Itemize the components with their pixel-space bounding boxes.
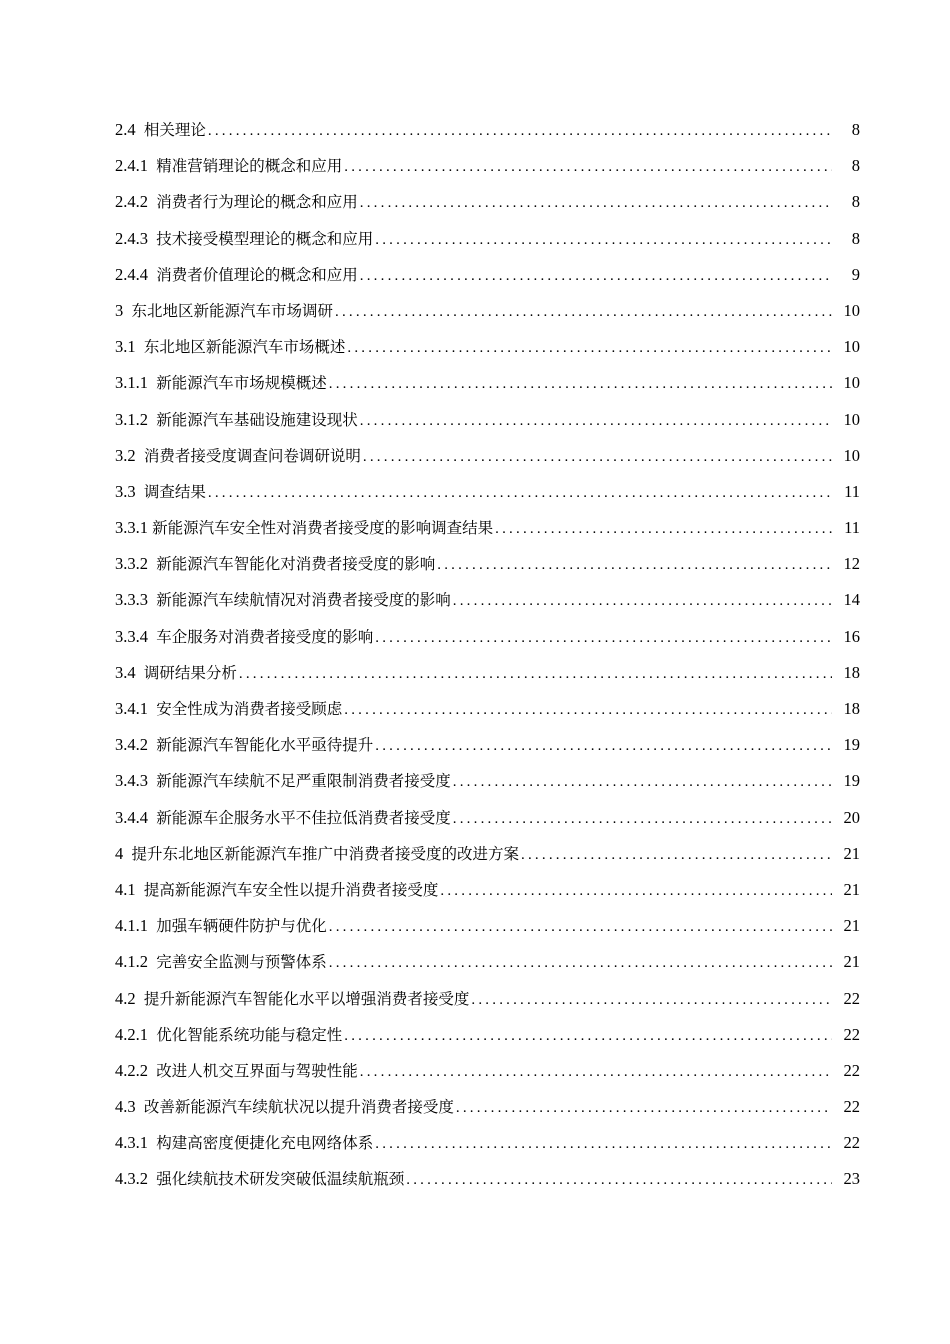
toc-entry[interactable] [115,878,860,914]
toc-dot-leader [239,662,832,686]
toc-entry-page-number: 22 [843,1060,860,1080]
toc-dot-leader [437,553,832,577]
toc-entry-page-number: 8 [851,120,860,139]
toc-entry-spacer [148,697,156,721]
toc-entry-spacer [148,950,156,974]
toc-entry-number: 4.3.1 [115,1133,148,1153]
toc-entry-spacer [148,914,156,938]
toc-entry[interactable] [115,190,860,226]
toc-dot-leader [208,481,832,505]
toc-entry-number: 4.1.2 [115,952,148,972]
toc-entry-spacer [123,842,131,866]
toc-entry-title: 改善新能源汽车续航状况以提升消费者接受度 [143,1098,454,1117]
toc-entry-spacer [148,625,156,649]
toc-entry[interactable] [115,154,860,190]
toc-entry-page-number: 22 [843,1097,860,1117]
toc-entry-title: 新能源汽车智能化水平亟待提升 [156,736,374,755]
toc-entry-number: 4.1.1 [115,916,148,936]
toc-entry[interactable] [115,1023,860,1059]
toc-dot-leader [360,191,832,215]
toc-entry-title: 改进人机交互界面与驾驶性能 [156,1061,358,1080]
toc-entry-page-number: 12 [843,554,860,574]
toc-entry-spacer [136,1095,144,1119]
toc-entry-title: 提高新能源汽车安全性以提升消费者接受度 [143,880,439,899]
toc-entry-title: 东北地区新能源汽车市场调研 [131,301,334,320]
toc-entry-page-number: 10 [843,373,860,393]
toc-entry[interactable] [115,408,860,444]
toc-entry-number: 3.4.3 [115,771,148,791]
toc-dot-leader [375,626,832,650]
toc-entry-spacer [148,1167,156,1191]
toc-entry-page-number: 8 [851,228,860,248]
toc-entry-page-number: 19 [843,735,860,755]
toc-dot-leader [360,1060,832,1084]
toc-entry-number: 4.3.2 [115,1169,148,1189]
toc-entry-page-number: 10 [843,445,860,465]
toc-entry-title: 优化智能系统功能与稳定性 [156,1025,343,1044]
toc-entry[interactable] [115,625,860,661]
toc-entry-number: 3.1.1 [115,373,148,393]
toc-entry-title: 新能源车企服务水平不佳拉低消费者接受度 [156,808,451,827]
toc-entry-spacer [136,118,144,142]
toc-entry-spacer [148,1131,156,1155]
toc-entry[interactable] [115,769,860,805]
toc-dot-leader [344,698,832,722]
toc-entry-title: 新能源汽车续航情况对消费者接受度的影响 [156,591,451,610]
toc-entry-page-number: 22 [843,1024,860,1044]
toc-entry-spacer [148,769,156,793]
toc-entry-page-number: 8 [851,192,860,212]
toc-entry-page-number: 11 [844,481,860,501]
toc-dot-leader [335,300,832,324]
toc-entry-page-number: 21 [843,879,860,899]
toc-dot-leader [363,445,832,469]
toc-entry[interactable] [115,335,860,371]
toc-entry[interactable] [115,299,860,335]
toc-entry[interactable] [115,227,860,263]
toc-entry-spacer [148,371,156,395]
toc-dot-leader [456,1096,832,1120]
toc-dot-leader [406,1168,832,1192]
toc-entry-page-number: 8 [851,156,860,176]
toc-entry-spacer [148,806,156,830]
toc-entry-number: 3.4.2 [115,735,148,755]
toc-entry-page-number: 14 [843,590,860,610]
toc-entry-title: 强化续航技术研发突破低温续航瓶颈 [156,1170,405,1189]
toc-entry-spacer [136,444,144,468]
toc-entry[interactable] [115,806,860,842]
toc-entry-number: 4.2 [115,988,136,1008]
toc-entry-number: 3.4.1 [115,699,148,718]
toc-entry-page-number: 19 [843,771,860,791]
toc-entry-title: 新能源汽车续航不足严重限制消费者接受度 [156,772,451,791]
toc-entry-spacer [148,263,156,287]
toc-entry-number: 3.3 [115,481,136,501]
toc-entry-number: 4.2.2 [115,1060,148,1080]
toc-entry[interactable] [115,733,860,769]
toc-entry-page-number: 22 [843,1133,860,1153]
toc-entry-number: 3.3.2 [115,554,148,574]
toc-entry-number: 2.4.1 [115,156,148,176]
toc-entry[interactable] [115,480,860,516]
table-of-contents [115,118,860,1204]
toc-dot-leader [453,807,832,831]
toc-entry-spacer [148,227,156,251]
toc-dot-leader [440,879,832,903]
toc-entry[interactable] [115,1059,860,1095]
toc-entry-page-number: 10 [843,337,860,357]
toc-entry-title: 消费者接受度调查问卷调研说明 [143,446,361,465]
toc-entry-spacer [123,299,131,323]
toc-entry-title: 安全性成为消费者接受顾虑 [156,700,343,718]
toc-entry-page-number: 21 [843,843,860,863]
toc-entry[interactable] [115,118,860,154]
toc-entry[interactable] [115,552,860,588]
toc-entry-number: 2.4.4 [115,264,148,284]
toc-entry-title: 构建高密度便捷化充电网络体系 [156,1134,374,1153]
toc-entry-number: 2.4.3 [115,228,148,248]
toc-dot-leader [208,119,832,143]
toc-entry-page-number: 11 [844,518,860,538]
toc-entry-page-number: 9 [851,264,860,284]
toc-entry-page-number: 18 [843,662,860,682]
toc-dot-leader [375,734,832,758]
toc-entry[interactable] [115,588,860,624]
toc-dot-leader [471,988,832,1012]
toc-entry-title: 东北地区新能源汽车市场概述 [143,338,346,357]
toc-dot-leader [521,843,832,867]
toc-entry-spacer [148,154,156,178]
toc-dot-leader [360,264,832,288]
toc-entry-number: 2.4 [115,120,136,139]
toc-entry-spacer [136,335,144,359]
toc-dot-leader [329,951,832,975]
toc-entry[interactable] [115,1095,860,1131]
toc-entry-number: 4.2.1 [115,1024,148,1044]
toc-entry-spacer [148,588,156,612]
toc-dot-leader [344,1024,832,1048]
toc-entry-spacer [148,408,156,432]
toc-entry-title: 新能源汽车智能化对消费者接受度的影响 [156,555,436,574]
toc-entry[interactable] [115,371,860,407]
toc-entry-title: 加强车辆硬件防护与优化 [156,917,327,936]
toc-entry-title: 车企服务对消费者接受度的影响 [156,627,374,646]
toc-dot-leader [329,915,832,939]
toc-entry[interactable] [115,516,860,552]
toc-entry-spacer [148,733,156,757]
toc-entry-title: 新能源汽车安全性对消费者接受度的影响调查结果 [152,519,494,538]
toc-entry-title: 提升新能源汽车智能化水平以增强消费者接受度 [143,989,470,1008]
toc-entry-number: 3 [115,300,124,320]
toc-entry[interactable] [115,1167,860,1203]
toc-entry[interactable] [115,987,860,1023]
toc-entry-spacer [148,190,156,214]
toc-entry-number: 3.1.2 [115,409,148,429]
toc-entry-number: 3.1 [115,337,136,357]
toc-entry-title: 调研结果分析 [143,663,237,682]
toc-entry-page-number: 16 [843,626,860,646]
toc-entry-number: 2.4.2 [115,192,148,212]
toc-dot-leader [453,770,832,794]
toc-entry-title: 新能源汽车基础设施建设现状 [156,410,358,429]
toc-entry[interactable] [115,444,860,480]
toc-entry-number: 4.1 [115,879,136,899]
toc-entry-spacer [136,480,144,504]
toc-dot-leader [495,517,832,541]
toc-entry[interactable] [115,697,860,733]
toc-dot-leader [344,155,832,179]
toc-entry[interactable] [115,842,860,878]
toc-dot-leader [329,372,832,396]
toc-entry-number: 3.2 [115,445,136,465]
toc-entry-page-number: 10 [843,409,860,429]
toc-entry-spacer [148,1023,156,1047]
toc-entry-number: 3.4 [115,662,136,682]
toc-dot-leader [453,589,832,613]
toc-dot-leader [375,228,832,252]
toc-entry-page-number: 22 [843,988,860,1008]
toc-entry-title: 完善安全监测与预警体系 [156,953,327,972]
toc-entry-number: 3.4.4 [115,807,148,827]
toc-dot-leader [360,409,832,433]
toc-entry-title: 消费者价值理论的概念和应用 [156,265,358,284]
toc-entry-spacer [136,987,144,1011]
toc-entry-page-number: 18 [843,699,860,718]
toc-entry-spacer [148,552,156,576]
toc-entry[interactable] [115,914,860,950]
toc-entry-page-number: 21 [843,916,860,936]
toc-entry-page-number: 23 [843,1169,860,1189]
toc-entry-title: 技术接受模型理论的概念和应用 [156,229,374,248]
toc-entry-number: 3.3.4 [115,626,148,646]
toc-entry-title: 消费者行为理论的概念和应用 [156,193,358,212]
toc-entry-title: 新能源汽车市场规模概述 [156,374,327,393]
toc-entry-number: 3.3.1 [115,518,148,538]
toc-entry-number: 4.3 [115,1097,136,1117]
toc-entry-spacer [136,878,144,902]
toc-dot-leader [347,336,832,360]
toc-dot-leader [375,1132,832,1156]
toc-entry[interactable] [115,1131,860,1167]
toc-entry-title: 精准营销理论的概念和应用 [156,157,343,176]
toc-entry-page-number: 20 [843,807,860,827]
toc-entry-number: 4 [115,843,124,863]
toc-entry-title: 相关理论 [143,121,206,139]
toc-entry-page-number: 10 [843,300,860,320]
toc-entry-number: 3.3.3 [115,590,148,610]
toc-entry[interactable] [115,661,860,697]
toc-entry[interactable] [115,263,860,299]
toc-entry-title: 提升东北地区新能源汽车推广中消费者接受度的改进方案 [131,844,520,863]
toc-entry[interactable] [115,950,860,986]
toc-entry-spacer [148,1059,156,1083]
toc-entry-spacer [136,661,144,685]
toc-entry-title: 调查结果 [143,482,206,501]
toc-entry-page-number: 21 [843,952,860,972]
